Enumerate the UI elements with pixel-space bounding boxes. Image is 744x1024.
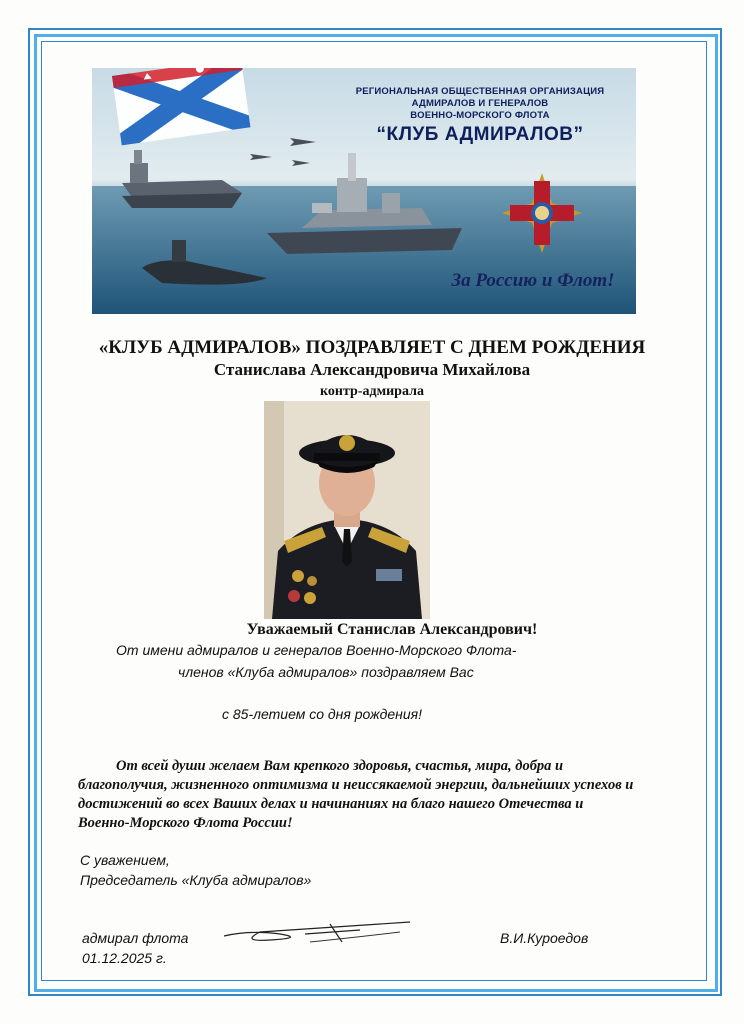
org-line: РЕГИОНАЛЬНАЯ ОБЩЕСТВЕННАЯ ОРГАНИЗАЦИЯ: [355, 86, 605, 97]
body-line: с 85-летием со дня рождения!: [222, 706, 422, 722]
org-line: ВОЕННО-МОРСКОГО ФЛОТА: [410, 110, 550, 121]
honoree-name: Станислава Александровича Михайлова: [213, 360, 531, 379]
honoree-rank: контр-адмирала: [320, 384, 424, 399]
org-line: АДМИРАЛОВ И ГЕНЕРАЛОВ: [411, 98, 549, 109]
organization-header: [330, 86, 630, 146]
document-title: «КЛУБ АДМИРАЛОВ» ПОЗДРАВЛЯЕТ С ДНЕМ РОЖДЕНИЯ: [98, 337, 646, 358]
greeting: Уважаемый Станислав Александрович!: [246, 621, 538, 638]
body-line: членов «Клуба адмиралов» поздравляем Вас: [178, 664, 474, 680]
signer-name: В.И.Куроедов: [500, 930, 589, 946]
document-date: 01.12.2025 г.: [82, 950, 167, 966]
signer-rank: адмирал флота: [82, 930, 189, 946]
handwritten-signature: [210, 912, 420, 952]
closing-chair: Председатель «Клуба адмиралов»: [80, 872, 312, 888]
club-name: “КЛУБ АДМИРАЛОВ”: [376, 124, 584, 145]
closing-regards: С уважением,: [80, 852, 170, 868]
portrait-photo: [264, 401, 430, 619]
motto: За Россию и Флот!: [451, 270, 615, 291]
wishes-paragraph: [78, 757, 638, 833]
body-line: От имени адмиралов и генералов Военно-Морского Флота-: [116, 642, 517, 658]
wishes-text: От всей души желаем Вам крепкого здоровья, счастья, мира, добра и благополучия, жизненного оптимизма и неиссякаемой энергии, дальнейших успехов и достижений во всех Ваших делах и начинаниях на благо нашего Отечества и Военно-Морского Флота России!: [78, 758, 634, 831]
